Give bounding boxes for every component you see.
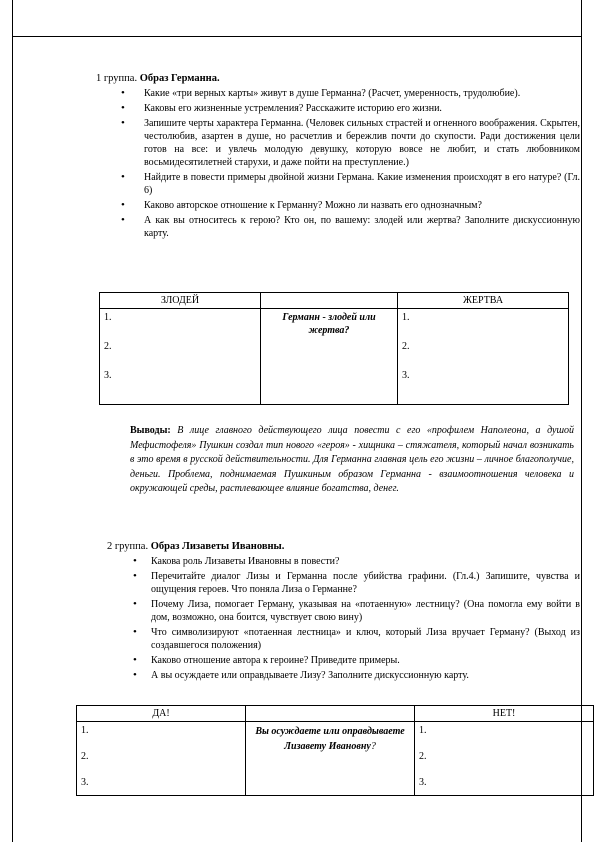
group2-section — [95, 540, 580, 684]
card1-right-num-2: 2. — [402, 341, 410, 352]
card2-center-header — [246, 706, 415, 722]
card1-left-header: ЗЛОДЕЙ — [100, 293, 261, 309]
card2-right-cell — [415, 722, 594, 796]
card1-left-cell — [100, 309, 261, 405]
card1-right-num-3: 3. — [402, 370, 410, 381]
card2-left-num-2: 2. — [81, 751, 89, 762]
frame-top-line — [12, 36, 582, 37]
card2-left-cell — [77, 722, 246, 796]
group1-questions — [88, 87, 580, 240]
card2-question — [246, 722, 415, 796]
group2-questions — [95, 555, 580, 682]
card1-left-num-3: 3. — [104, 370, 112, 381]
card2-right-num-1: 1. — [419, 725, 427, 736]
group2-number: 2 группа. — [107, 541, 149, 552]
discussion-card-2 — [76, 705, 594, 796]
card2-left-num-1: 1. — [81, 725, 89, 736]
conclusions-label: Выводы: — [130, 425, 171, 436]
list-item: • Перечитайте диалог Лизы и Германна после убийства графини. (Гл.4.) Запишите, чувства и ощущения героев. Что поняла Лиза о Германне? — [95, 570, 580, 596]
group2-title: Образ Лизаветы Ивановны. — [150, 541, 285, 552]
card2-right-header: НЕТ! — [415, 706, 594, 722]
group1-section — [88, 72, 580, 242]
card1-right-header: ЖЕРТВА — [398, 293, 569, 309]
card2-right-num-2: 2. — [419, 751, 427, 762]
card2-left-header: ДА! — [77, 706, 246, 722]
conclusions-text: В лице главного действующего лица повести с его «профилем Наполеона, а душой Мефистофеля» Пушкин создал тип нового «героя» - хищника – стяжателя, который начал возникать в это время в русской действительности. Для Германна главная цель его жизни – личное благополучие, деньги. Проблема, поднимаемая Пушкиным образом Германна - взаимоотношения человека и окружающей среды, растлевающее влияние богатства, денег. — [130, 425, 574, 494]
list-item: • Что символизируют «потаенная лестница» и ключ, который Лиза вручает Герману? (Выход из создавшегося положения) — [95, 626, 580, 652]
group1-heading — [96, 72, 580, 85]
list-item: • Каковы его жизненные устремления? Расскажите историю его жизни. — [88, 102, 580, 115]
list-item: • Какие «три верных карты» живут в душе Германна? (Расчет, умеренность, трудолюбие). — [88, 87, 580, 100]
list-item: • Найдите в повести примеры двойной жизни Германа. Какие изменения происходят в его натуре? (Гл. 6) — [88, 171, 580, 197]
group1-title: Образ Германна. — [139, 73, 220, 84]
card2-left-num-3: 3. — [81, 777, 89, 788]
card1-right-cell — [398, 309, 569, 405]
card2-right-num-3: 3. — [419, 777, 427, 788]
card1-left-num-1: 1. — [104, 312, 112, 323]
card1-center-header — [261, 293, 398, 309]
card1-question: Германн - злодей или жертва? — [261, 309, 398, 405]
discussion-card-1 — [99, 292, 569, 405]
card1-left-num-2: 2. — [104, 341, 112, 352]
list-item: • А вы осуждаете или оправдываете Лизу? Заполните дискуссионную карту. — [95, 669, 580, 682]
list-item: • Каково авторское отношение к Германну? Можно ли назвать его однозначным? — [88, 199, 580, 212]
group1-number: 1 группа. — [96, 73, 138, 84]
list-item: • Запишите черты характера Германна. (Человек сильных страстей и огненного воображения. Скрытен, честолюбив, азартен в душе, но расчетлив и бережлив почти до скупости. Ради достижения цели готов на все: и увлечь молодую девушку, которую вовсе не любит, и стать любовником восьмидесятилетней старухи, и даже пойти на преступление.) — [88, 117, 580, 169]
conclusions-paragraph — [130, 424, 574, 497]
card2-question-text: Вы осуждаете или оправдываете Лизавету Ивановну — [255, 726, 405, 752]
group2-heading — [107, 540, 580, 553]
frame-left-line — [12, 0, 13, 842]
list-item: • Какова роль Лизаветы Ивановны в повести? — [95, 555, 580, 568]
card2-question-mark: ? — [370, 741, 376, 752]
list-item: • Каково отношение автора к героине? Приведите примеры. — [95, 654, 580, 667]
list-item: • Почему Лиза, помогает Герману, указывая на «потаенную» лестницу? (Она помогла ему войти в дом, возможно, она боится, чувствует свою вину) — [95, 598, 580, 624]
card1-right-num-1: 1. — [402, 312, 410, 323]
list-item: • А как вы относитесь к герою? Кто он, по вашему: злодей или жертва? Заполните дискуссионную карту. — [88, 214, 580, 240]
